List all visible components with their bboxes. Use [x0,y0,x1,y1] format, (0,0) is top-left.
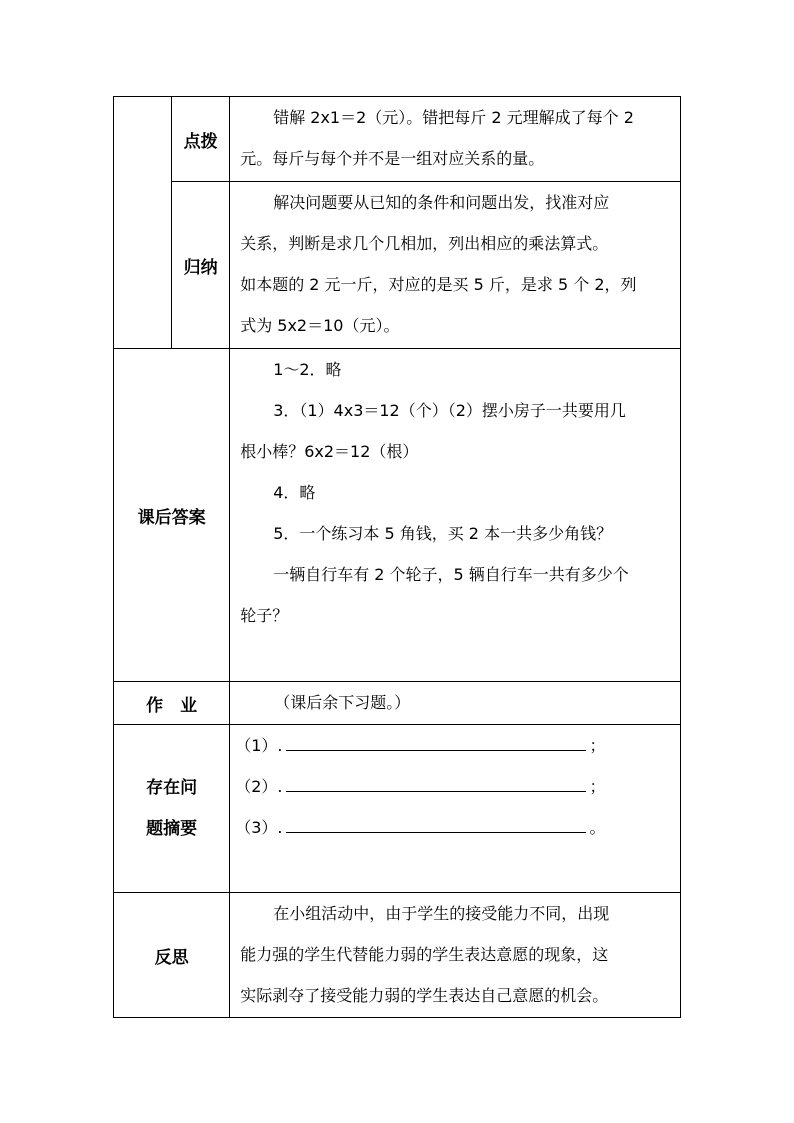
label-homework: 作 业 [114,682,230,725]
text-line: 轮子？ [240,606,289,625]
text-line: 元。每斤与每个并不是一组对应关系的量。 [240,149,545,168]
row-problems [114,725,681,893]
problem-number: （2）. [235,777,283,796]
problem-end: ； [589,736,606,755]
fill-in-blank[interactable] [286,818,586,833]
text-line: 在小组活动中，由于学生的接受能力不同，出现 [273,904,610,923]
label-problems-line1: 存在问 [146,777,198,798]
problem-item-2 [230,766,674,807]
content-problems [230,725,681,893]
label-problems-line2: 题摘要 [146,818,198,839]
lesson-table [113,96,681,1018]
text-line: 能力强的学生代替能力弱的学生表达意愿的现象，这 [240,945,609,964]
problem-item-3 [230,807,674,848]
row-guina [114,182,681,349]
problem-number: （3）. [235,818,283,837]
text-line: 5．一个练习本 5 角钱，买 2 本一共多少角钱？ [273,524,613,543]
row-homework [114,682,681,725]
text-line: 式为 5x2＝10（元）。 [240,316,400,335]
text-line: 1～2．略 [273,360,342,379]
label-dianbo: 点拨 [172,97,230,182]
text-line: 解决问题要从已知的条件和问题出发，找准对应 [273,193,610,212]
label-guina: 归纳 [172,182,230,349]
row-answers [114,349,681,682]
text-line: 4．略 [273,483,316,502]
content-dianbo [230,97,681,182]
label-problems [114,725,230,893]
text-line: 一辆自行车有 2 个轮子，5 辆自行车一共有多少个 [273,565,629,584]
fill-in-blank[interactable] [286,736,586,751]
text-line: 关系，判断是求几个几相加，列出相应的乘法算式。 [240,234,609,253]
label-reflection: 反思 [114,893,230,1018]
content-guina [230,182,681,349]
problem-item-1 [230,725,674,766]
row-reflection [114,893,681,1018]
problem-number: （1）. [235,736,283,755]
row-dianbo [114,97,681,182]
homework-text: （课后余下习题。） [274,693,411,712]
empty-left-cell [114,97,172,349]
text-line: 根小棒？6x2＝12（根） [240,442,419,461]
text-line: 错解 2x1＝2（元）。错把每斤 2 元理解成了每个 2 [273,108,634,127]
fill-in-blank[interactable] [286,777,586,792]
label-answers: 课后答案 [114,349,230,682]
text-line: 实际剥夺了接受能力弱的学生表达自己意愿的机会。 [240,986,609,1005]
content-reflection [230,893,681,1018]
text-line: 3．（1）4x3＝12（个）（2）摆小房子一共要用几 [273,401,626,420]
content-homework [230,682,681,725]
content-answers [230,349,681,682]
problem-end: 。 [589,818,606,837]
problem-end: ； [589,777,606,796]
text-line: 如本题的 2 元一斤，对应的是买 5 斤，是求 5 个 2，列 [240,275,637,294]
